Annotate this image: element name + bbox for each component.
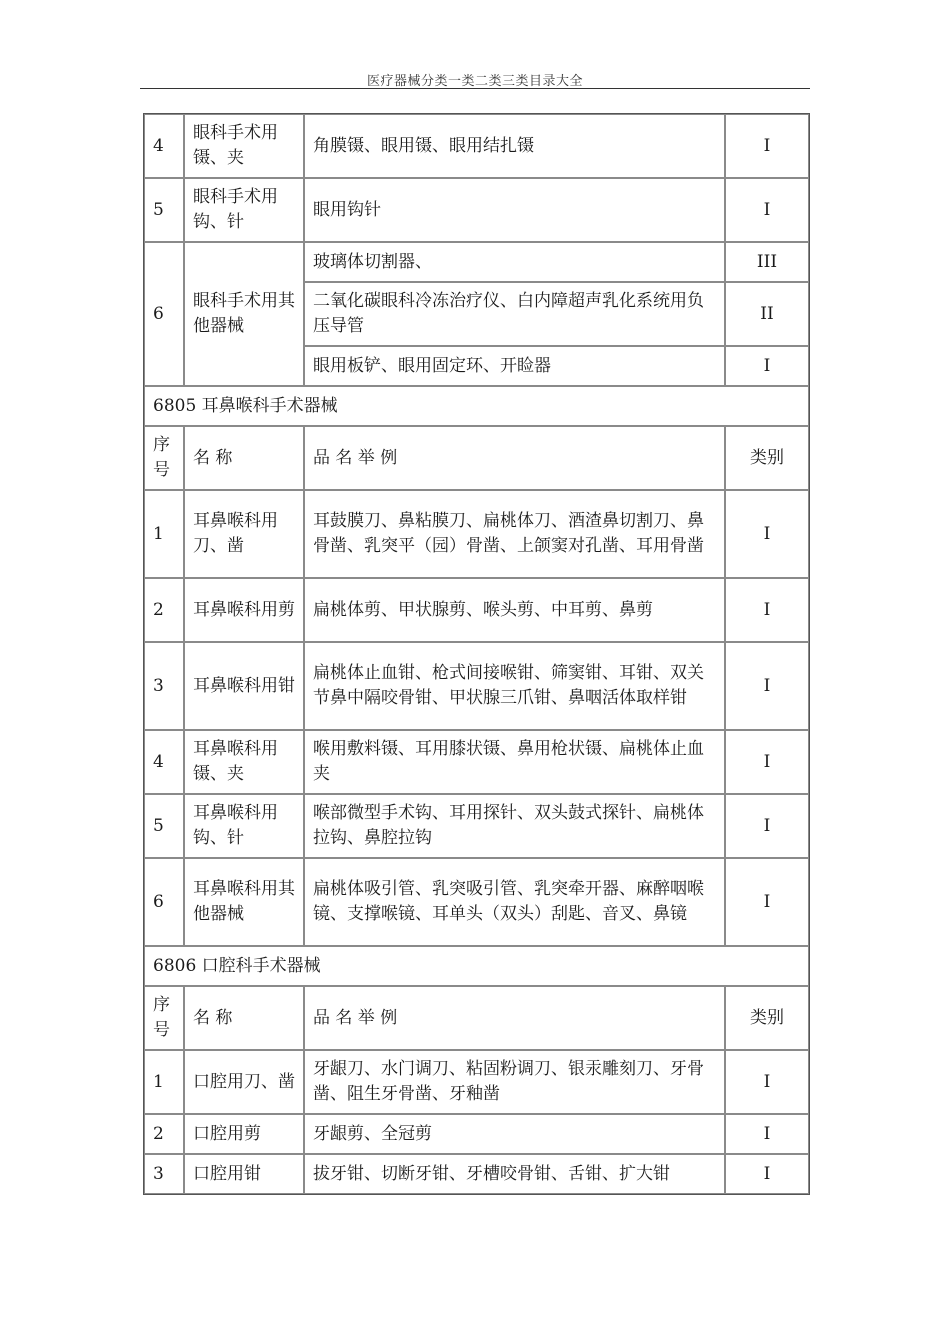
class-cell: I (725, 1050, 809, 1114)
section-title-row (144, 946, 809, 986)
table-row (144, 490, 809, 578)
class-cell: I (725, 1114, 809, 1154)
name-cell: 耳鼻喉科用刀、凿 (184, 490, 304, 578)
header-class: 类别 (725, 986, 809, 1050)
example-cell: 牙龈剪、全冠剪 (304, 1114, 725, 1154)
device-catalog-table (143, 113, 810, 1195)
seq-cell: 4 (144, 730, 184, 794)
class-cell: I (725, 114, 809, 178)
class-cell: I (725, 490, 809, 578)
table-row (144, 178, 809, 242)
class-cell: I (725, 346, 809, 386)
class-cell: I (725, 178, 809, 242)
example-cell: 耳鼓膜刀、鼻粘膜刀、扁桃体刀、酒渣鼻切割刀、鼻骨凿、乳突平（园）骨凿、上颌窦对孔凿、耳用骨凿 (304, 490, 725, 578)
class-cell: I (725, 1154, 809, 1194)
header-name: 名 称 (184, 426, 304, 490)
class-cell: I (725, 730, 809, 794)
seq-cell: 3 (144, 642, 184, 730)
name-cell: 口腔用钳 (184, 1154, 304, 1194)
class-cell: III (725, 242, 809, 282)
seq-cell: 3 (144, 1154, 184, 1194)
example-cell: 喉部微型手术钩、耳用探针、双头鼓式探针、扁桃体拉钩、鼻腔拉钩 (304, 794, 725, 858)
name-cell: 耳鼻喉科用镊、夹 (184, 730, 304, 794)
header-class: 类别 (725, 426, 809, 490)
seq-cell: 6 (144, 858, 184, 946)
header-name: 名 称 (184, 986, 304, 1050)
example-cell: 扁桃体吸引管、乳突吸引管、乳突牵开器、麻醉咽喉镜、支撑喉镜、耳单头（双头）刮匙、音叉、鼻镜 (304, 858, 725, 946)
header-example: 品 名 举 例 (304, 986, 725, 1050)
section-title: 6805 耳鼻喉科手术器械 (144, 386, 809, 426)
name-cell: 口腔用剪 (184, 1114, 304, 1154)
example-cell: 二氧化碳眼科冷冻治疗仪、白内障超声乳化系统用负压导管 (304, 282, 725, 346)
example-cell: 扁桃体剪、甲状腺剪、喉头剪、中耳剪、鼻剪 (304, 578, 725, 642)
class-cell: II (725, 282, 809, 346)
table-row (144, 1050, 809, 1114)
name-cell: 口腔用刀、凿 (184, 1050, 304, 1114)
class-cell: I (725, 794, 809, 858)
header-rule (140, 88, 810, 89)
example-cell: 眼用板铲、眼用固定环、开睑器 (304, 346, 725, 386)
table-row (144, 114, 809, 178)
example-cell: 拔牙钳、切断牙钳、牙槽咬骨钳、舌钳、扩大钳 (304, 1154, 725, 1194)
table-row (144, 730, 809, 794)
name-cell: 眼科手术用镊、夹 (184, 114, 304, 178)
seq-cell: 4 (144, 114, 184, 178)
seq-cell: 5 (144, 794, 184, 858)
seq-cell: 2 (144, 578, 184, 642)
seq-cell: 1 (144, 490, 184, 578)
column-header-row (144, 426, 809, 490)
name-cell: 眼科手术用钩、针 (184, 178, 304, 242)
seq-cell: 6 (144, 242, 184, 386)
name-cell: 耳鼻喉科用钳 (184, 642, 304, 730)
class-cell: I (725, 578, 809, 642)
example-cell: 角膜镊、眼用镊、眼用结扎镊 (304, 114, 725, 178)
name-cell: 耳鼻喉科用其他器械 (184, 858, 304, 946)
table-row (144, 242, 809, 282)
table-row (144, 794, 809, 858)
class-cell: I (725, 858, 809, 946)
example-cell: 眼用钩针 (304, 178, 725, 242)
section-title-row (144, 386, 809, 426)
column-header-row (144, 986, 809, 1050)
table-row (144, 858, 809, 946)
seq-cell: 1 (144, 1050, 184, 1114)
name-cell: 耳鼻喉科用钩、针 (184, 794, 304, 858)
name-cell: 耳鼻喉科用剪 (184, 578, 304, 642)
example-cell: 牙龈刀、水门调刀、粘固粉调刀、银汞雕刻刀、牙骨凿、阻生牙骨凿、牙釉凿 (304, 1050, 725, 1114)
seq-cell: 2 (144, 1114, 184, 1154)
table-row (144, 1114, 809, 1154)
header-seq: 序号 (144, 986, 184, 1050)
example-cell: 喉用敷料镊、耳用膝状镊、鼻用枪状镊、扁桃体止血夹 (304, 730, 725, 794)
class-cell: I (725, 642, 809, 730)
seq-cell: 5 (144, 178, 184, 242)
example-cell: 扁桃体止血钳、枪式间接喉钳、筛窦钳、耳钳、双关节鼻中隔咬骨钳、甲状腺三爪钳、鼻咽活体取样钳 (304, 642, 725, 730)
header-seq: 序号 (144, 426, 184, 490)
name-cell: 眼科手术用其他器械 (184, 242, 304, 386)
table-row (144, 578, 809, 642)
header-example: 品 名 举 例 (304, 426, 725, 490)
table-row (144, 1154, 809, 1194)
table-row (144, 642, 809, 730)
page-header: 医疗器械分类一类二类三类目录大全 (366, 74, 583, 89)
section-title: 6806 口腔科手术器械 (144, 946, 809, 986)
example-cell: 玻璃体切割器、 (304, 242, 725, 282)
